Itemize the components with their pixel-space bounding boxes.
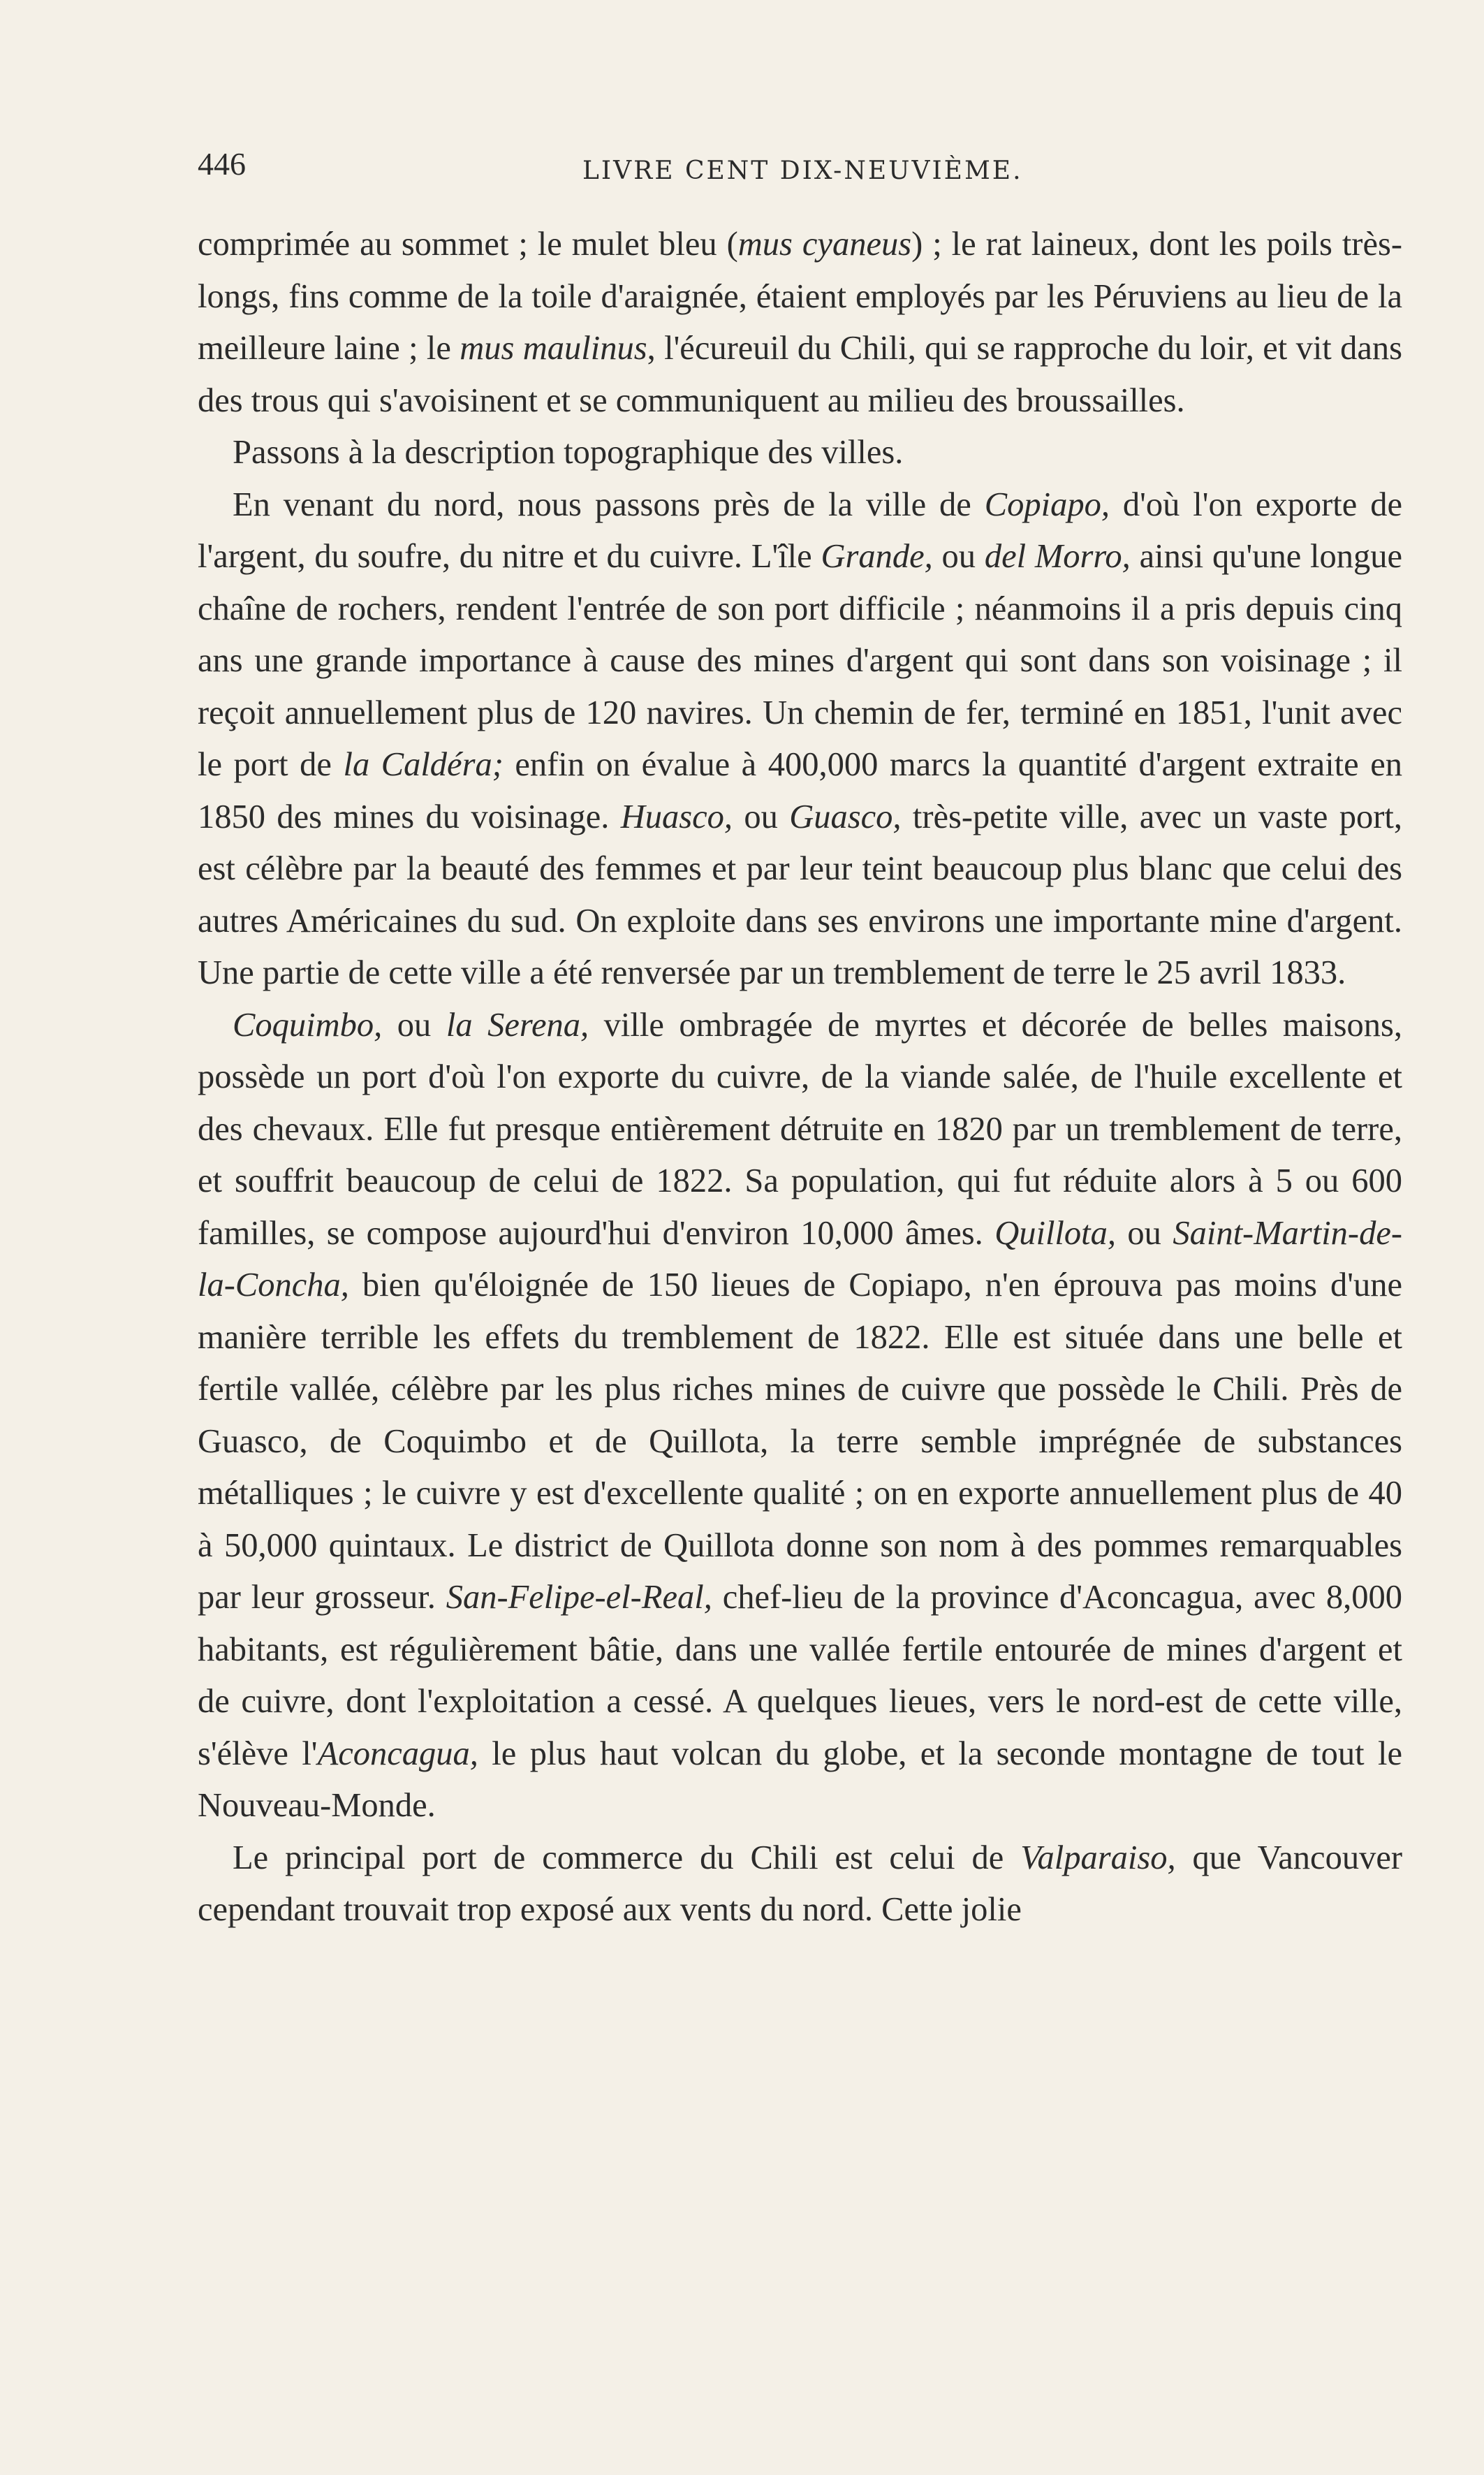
paragraph-3 xyxy=(198,479,1402,1000)
italic-place-name: la Serena, xyxy=(446,1006,589,1044)
paragraph-2 xyxy=(198,427,1402,479)
italic-place-name: Valparaiso, xyxy=(1020,1839,1176,1876)
text-span: Passons à la description topographique des villes. xyxy=(233,434,904,471)
italic-place-name: Guasco, xyxy=(789,798,902,835)
text-span: ainsi qu'une longue chaîne de rochers, rendent l'entrée de son port difficile ; néanmoins il a pris depuis cinq ans une grande importance à cause des mines d'argent qui sont dans son voisinage ; il reçoit annuellement plus de 120 navires. Un chemin de fer, terminé en 1851, l'unit avec le port de xyxy=(198,538,1402,783)
italic-species-name: mus cyaneus xyxy=(737,226,912,263)
page-number: 446 xyxy=(198,146,246,182)
text-span: ou xyxy=(733,798,790,835)
text-span: ou xyxy=(382,1006,446,1044)
text-span: bien qu'éloignée de 150 lieues de Copiapo, n'en éprouva pas moins d'une manière terrible les effets du tremblement de 1822. Elle est située dans une belle et fertile vallée, célèbre par les plus riches mines de cuivre que possède le Chili. Près de Guasco, de Coquimbo et de Quillota, la terre semble imprégnée de substances métalliques ; le cuivre y est d'excellente qualité ; on en exporte annuellement plus de 40 à 50,000 quintaux. Le district de Quillota donne son nom à des pommes remarquables par leur grosseur. xyxy=(198,1266,1402,1616)
paragraph-4 xyxy=(198,1000,1402,1832)
running-title: LIVRE CENT DIX-NEUVIÈME. xyxy=(582,156,1023,185)
italic-place-name: San-Felipe-el-Real, xyxy=(446,1579,712,1616)
text-span: ou xyxy=(932,538,985,575)
paragraph-5 xyxy=(198,1832,1402,1936)
italic-place-name: del Morro, xyxy=(984,538,1131,575)
italic-place-name: Aconcagua, xyxy=(317,1735,478,1772)
page-header xyxy=(198,140,1402,189)
paragraph-1 xyxy=(198,219,1402,427)
body-text xyxy=(198,219,1402,1936)
text-span: que Vancouver cependant trouvait trop exposé aux vents du nord. Cette jolie xyxy=(198,1839,1402,1928)
text-span: d'où l'on exporte de l'argent, du soufre, du nitre et du cuivre. L'île xyxy=(198,485,1402,575)
text-span: enfin on évalue à 400,000 marcs la quantité d'argent extraite en 1850 des mines du voisinage. xyxy=(198,746,1402,835)
text-span: , l'écureuil du Chili, qui se rapproche du loir, et vit dans des trous qui s'avoisinent et se communiquent au milieu des broussailles. xyxy=(198,330,1403,419)
italic-place-name: Coquimbo, xyxy=(233,1006,383,1044)
italic-place-name: Huasco, xyxy=(620,798,733,835)
text-span: comprimée au sommet ; le mulet bleu ( xyxy=(198,226,738,263)
text-span: ) ; le rat laineux, dont les poils très-longs, fins comme de la toile d'araignée, étaient employés par les Péruviens au lieu de la meilleure laine ; le xyxy=(198,226,1402,367)
text-span: très-petite ville, avec un vaste port, est célèbre par la beauté des femmes et par leur teint beaucoup plus blanc que celui des autres Américaines du sud. On exploite dans ses environs une importante mine d'argent. Une partie de cette ville a été renversée par un tremblement de terre le 25 avril 1833. xyxy=(198,798,1403,991)
text-span: Le principal port de commerce du Chili est celui de xyxy=(233,1839,1021,1876)
italic-place-name: la Caldéra; xyxy=(343,746,504,783)
text-span: ou xyxy=(1116,1214,1173,1252)
text-span: chef-lieu de la province d'Aconcagua, avec 8,000 habitants, est régulièrement bâtie, dans une vallée fertile entourée de mines d'argent et de cuivre, dont l'exploitation a cessé. A quelques lieues, vers le nord-est de cette ville, s'élève l' xyxy=(198,1579,1402,1772)
text-span: ville ombragée de myrtes et décorée de belles maisons, possède un port d'où l'on exporte du cuivre, de la viande salée, de l'huile excellente et des chevaux. Elle fut presque entièrement détruite en 1820 par un tremblement de terre, et souffrit beaucoup de celui de 1822. Sa population, qui fut réduite alors à 5 ou 600 familles, se compose aujourd'hui d'environ 10,000 âmes. xyxy=(198,1006,1403,1252)
text-span: En venant du nord, nous passons près de la ville de xyxy=(233,485,985,523)
italic-place-name: Quillota, xyxy=(994,1214,1117,1252)
italic-species-name: mus maulinus xyxy=(460,330,647,367)
italic-place-name: Saint-Martin-de-la-Concha, xyxy=(198,1214,1402,1304)
text-span: le plus haut volcan du globe, et la seconde montagne de tout le Nouveau-Monde. xyxy=(198,1735,1402,1824)
italic-place-name: Copiapo, xyxy=(984,485,1110,523)
italic-place-name: Grande, xyxy=(821,538,933,575)
